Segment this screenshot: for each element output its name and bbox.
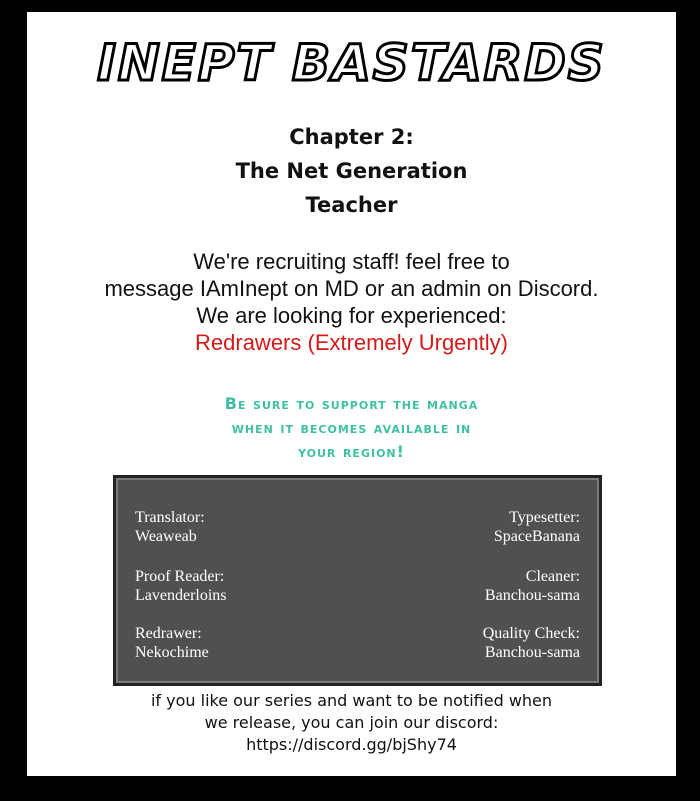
credit-redrawer xyxy=(135,624,209,662)
chapter-name-line1: The Net Generation xyxy=(235,159,468,183)
recruit-urgent: Redrawers (Extremely Urgently) xyxy=(195,330,508,355)
credit-label: Redrawer: xyxy=(135,625,202,642)
credit-value: SpaceBanana xyxy=(493,528,580,545)
support-notice xyxy=(27,392,676,464)
recruit-line2: message IAmInept on MD or an admin on Discord. xyxy=(104,276,599,301)
footer-line2: we release, you can join our discord: xyxy=(204,713,499,732)
support-line2: when it becomes available in xyxy=(231,418,472,437)
credit-cleaner xyxy=(485,567,580,605)
credit-value: Lavenderloins xyxy=(135,587,227,604)
recruit-line1: We're recruiting staff! feel free to xyxy=(193,249,510,274)
credit-proofreader xyxy=(135,567,227,605)
credit-value: Weaweab xyxy=(135,528,197,545)
support-line3: your region! xyxy=(298,442,405,461)
credit-label: Cleaner: xyxy=(525,568,580,585)
credit-value: Banchou-sama xyxy=(484,587,580,604)
credit-label: Proof Reader: xyxy=(135,568,225,585)
credit-value: Banchou-sama xyxy=(484,644,580,661)
chapter-title xyxy=(27,120,676,222)
credit-typesetter xyxy=(494,508,580,546)
credit-label: Quality Check: xyxy=(482,625,580,642)
recruit-line3: We are looking for experienced: xyxy=(196,303,507,328)
discord-link[interactable]: https://discord.gg/bjShy74 xyxy=(246,735,457,754)
chapter-name-line2: Teacher xyxy=(305,193,398,217)
credit-translator xyxy=(135,508,205,546)
discord-notice xyxy=(27,690,676,756)
support-line1: Be sure to support the manga xyxy=(224,394,479,413)
credit-label: Typesetter: xyxy=(509,509,580,526)
credit-value: Nekochime xyxy=(135,644,209,661)
credits-box xyxy=(113,475,602,686)
group-logo: INEPT BASTARDS xyxy=(97,34,606,92)
credit-quality-check xyxy=(483,624,580,662)
credits-page xyxy=(27,12,676,776)
chapter-number: Chapter 2: xyxy=(289,125,414,149)
footer-line1: if you like our series and want to be notified when xyxy=(150,691,553,710)
recruit-notice xyxy=(27,248,676,356)
credit-label: Translator: xyxy=(135,509,205,526)
